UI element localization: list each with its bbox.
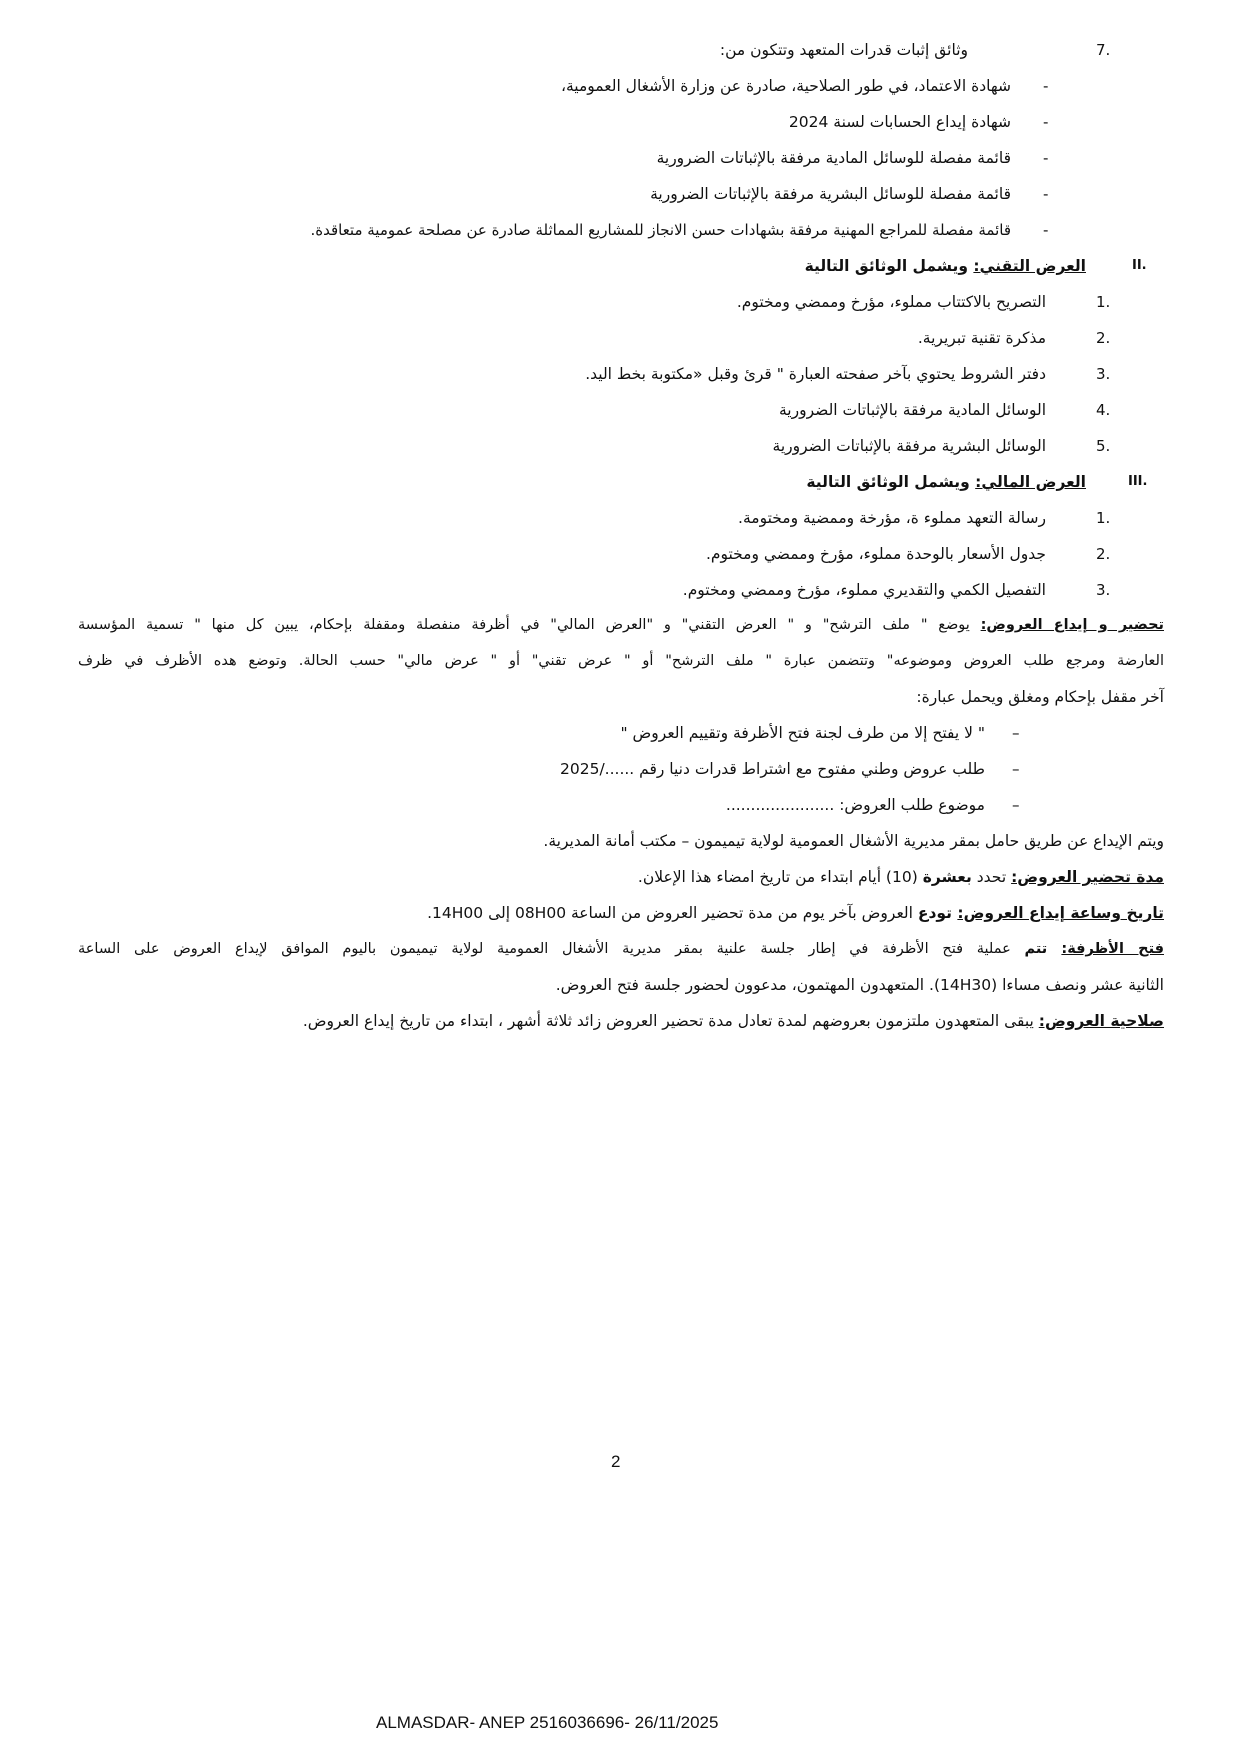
item-number: 3. bbox=[1096, 365, 1111, 383]
list-item: مذكرة تقنية تبريرية. bbox=[917, 329, 1046, 347]
item-number: 2. bbox=[1096, 329, 1111, 347]
validity-rest: يبقى المتعهدون ملتزمون بعروضهم لمدة تعادل مدة تحضير العروض زائد ثلاثة أشهر ، ابتداء من تاريخ إيداع العروض. bbox=[302, 1012, 1039, 1030]
page-number: 2 bbox=[611, 1452, 621, 1471]
section-3-number: III. bbox=[1128, 474, 1148, 489]
section-2-heading-label: العرض التقني: bbox=[973, 257, 1086, 275]
duration-bold: بعشرة bbox=[922, 868, 972, 886]
envelope-label-item: طلب عروض وطني مفتوح مع اشتراط قدرات دنيا رقم ....../2025 bbox=[559, 760, 985, 778]
section-2-heading bbox=[805, 256, 1086, 276]
bullet-dash: - bbox=[1043, 185, 1049, 203]
item-number: 3. bbox=[1096, 581, 1111, 599]
section-3-heading bbox=[806, 472, 1086, 492]
list-item: رسالة التعهد مملوء ة، مؤرخة وممضية ومختومة. bbox=[738, 509, 1046, 527]
date-rest: العروض بآخر يوم من مدة تحضير العروض من الساعة 08H00 إلى 14H00. bbox=[427, 904, 918, 922]
bullet-dash: – bbox=[1012, 796, 1020, 814]
date-line bbox=[427, 903, 1164, 923]
envelope-label-item: موضوع طلب العروض: ...................... bbox=[725, 796, 985, 814]
item-number: 2. bbox=[1096, 545, 1111, 563]
footer-reference: ALMASDAR- ANEP 2516036696- 26/11/2025 bbox=[376, 1713, 719, 1732]
bullet-dash: - bbox=[1043, 113, 1049, 131]
bullet-dash: - bbox=[1043, 149, 1049, 167]
validity-line bbox=[303, 1011, 1164, 1031]
duration-rest: (10) أيام ابتداء من تاريخ امضاء هذا الإعلان. bbox=[637, 868, 923, 886]
list-item: التفصيل الكمي والتقديري مملوء، مؤرخ وممضي ومختوم. bbox=[682, 581, 1046, 599]
section-7-number: 7. bbox=[1096, 41, 1111, 59]
opening-line-1 bbox=[78, 939, 1164, 959]
bullet-dash: - bbox=[1043, 77, 1049, 95]
prep-text-1: يوضع " ملف الترشح" و " العرض التقني" و "العرض المالي" في أظرفة منفصلة ومقفلة بإحكام، يبين كل منها " تسمية المؤسسة bbox=[78, 617, 981, 633]
list-item: دفتر الشروط يحتوي بآخر صفحته العبارة " قرئ وقبل «مكتوبة بخط اليد. bbox=[585, 365, 1046, 383]
list-item: شهادة الاعتماد، في طور الصلاحية، صادرة عن وزارة الأشغال العمومية، bbox=[560, 77, 1011, 95]
duration-pre: تحدد bbox=[971, 868, 1012, 886]
list-item: قائمة مفصلة للوسائل البشرية مرفقة بالإثباتات الضرورية bbox=[650, 185, 1011, 203]
list-item: الوسائل البشرية مرفقة بالإثباتات الضرورية bbox=[772, 437, 1046, 455]
opening-label: فتح الأظرفة: bbox=[1061, 941, 1164, 957]
item-number: 1. bbox=[1096, 509, 1111, 527]
prep-line-3: آخر مقفل بإحكام ومغلق ويحمل عبارة: bbox=[916, 688, 1164, 706]
envelope-label-item: " لا يفتح إلا من طرف لجنة فتح الأظرفة وتقييم العروض " bbox=[620, 724, 985, 742]
list-item: شهادة إيداع الحسابات لسنة 2024 bbox=[788, 113, 1011, 131]
bullet-dash: - bbox=[1043, 221, 1049, 239]
section-7-title: وثائق إثبات قدرات المتعهد وتتكون من: bbox=[719, 41, 968, 59]
item-number: 5. bbox=[1096, 437, 1111, 455]
bullet-dash: – bbox=[1012, 724, 1020, 742]
opening-line-2: الثانية عشر ونصف مساءا (14H30). المتعهدون المهتمون، مدعوون لحضور جلسة فتح العروض. bbox=[555, 976, 1164, 994]
opening-bold: تتم bbox=[1024, 941, 1062, 957]
item-number: 4. bbox=[1096, 401, 1111, 419]
prep-line-2: العارضة ومرجع طلب العروض وموضوعه" وتتضمن عبارة " ملف الترشح" أو " عرض تقني" أو " عرض مالي" حسب الحالة. وتوضع هده الأظرف في ظرف bbox=[78, 653, 1164, 669]
section-2-heading-rest: ويشمل الوثائق التالية bbox=[804, 257, 974, 275]
item-number: 1. bbox=[1096, 293, 1111, 311]
section-3-heading-label: العرض المالي: bbox=[975, 473, 1086, 491]
bullet-dash: – bbox=[1012, 760, 1020, 778]
list-item: التصريح بالاكتتاب مملوء، مؤرخ وممضي ومختوم. bbox=[736, 293, 1046, 311]
list-item: قائمة مفصلة للمراجع المهنية مرفقة بشهادات حسن الانجاز للمشاريع المماثلة صادرة عن مصلحة عمومية متعاقدة. bbox=[310, 221, 1011, 239]
date-bold: تودع bbox=[917, 904, 958, 922]
duration-line bbox=[638, 867, 1164, 887]
list-item: جدول الأسعار بالوحدة مملوء، مؤرخ وممضي ومختوم. bbox=[705, 545, 1046, 563]
list-item: قائمة مفصلة للوسائل المادية مرفقة بالإثباتات الضرورية bbox=[656, 149, 1011, 167]
validity-label: صلاحية العروض: bbox=[1038, 1012, 1164, 1030]
section-3-heading-rest: ويشمل الوثائق التالية bbox=[806, 473, 976, 491]
prep-label: تحضير و إيداع العروض: bbox=[980, 617, 1164, 633]
prep-line-1 bbox=[78, 615, 1164, 635]
section-2-number: II. bbox=[1132, 258, 1147, 273]
duration-label: مدة تحضير العروض: bbox=[1011, 868, 1164, 886]
date-label: تاريخ وساعة إيداع العروض: bbox=[957, 904, 1164, 922]
list-item: الوسائل المادية مرفقة بالإثباتات الضرورية bbox=[779, 401, 1046, 419]
deposit-line: ويتم الإيداع عن طريق حامل بمقر مديرية الأشغال العمومية لولاية تيميمون – مكتب أمانة المديرية. bbox=[543, 832, 1164, 850]
opening-text-1: عملية فتح الأظرفة في إطار جلسة علنية بمقر مديرية الأشغال العمومية لولاية تيميمون باليوم الموافق لإيداع العروض على الساعة bbox=[78, 941, 1025, 957]
